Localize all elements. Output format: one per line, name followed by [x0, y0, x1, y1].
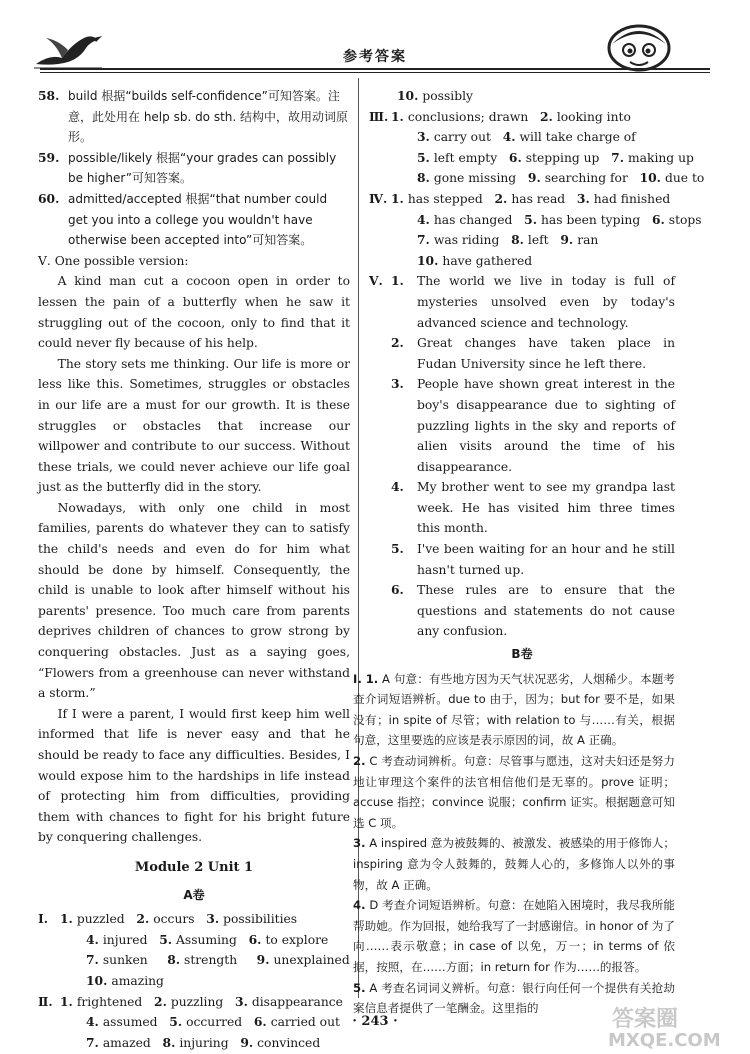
item-number: 7.	[86, 1034, 99, 1050]
item-answer: disappearance	[251, 994, 343, 1009]
item-answer: have gathered	[442, 253, 533, 268]
item-answer: possibilities	[223, 912, 298, 927]
item-answer: left empty	[433, 150, 498, 165]
item-answer: A 考查名词词义辨析。句意：银行向任何一个提供有关抢劫案信息者提供了一笔酬金。这里指的	[353, 980, 675, 1016]
item-number: 2.	[154, 993, 167, 1009]
answer-number: 59.	[38, 149, 60, 165]
item-number: 5.	[524, 211, 537, 227]
essay-paragraph: The story sets me thinking. Our life is more or less like this. Sometimes, struggles or obstacles in our life are a must for our growth. It is these struggles or obstacles that increase our willpower and contribute to our success. Without these trials, we could never achieve our life goal just as the butterfly did in the story.	[38, 356, 350, 495]
item-number: 4.	[353, 898, 366, 913]
item-number: 10.	[639, 170, 661, 186]
item-number: 8.	[417, 170, 430, 186]
item-answer: amazing	[111, 973, 164, 988]
item-answer: making up	[628, 150, 694, 165]
item-number: 6.	[508, 149, 522, 165]
item-answer: The world we live in today is full of mysteries unsolved even by today's advanced science and technology.	[417, 274, 675, 330]
left-column	[38, 86, 350, 1053]
essay-paragraph: A kind man cut a cocoon open in order to lessen the pain of a butterfly when he saw it struggling out of the cocoon, only to find that it could never fly because of his help.	[38, 274, 350, 351]
essay-paragraph: Nowadays, with only one child in most families, parents do whatever they can to satisfy the child's needs and even do for him what should be done by himself. Consequently, the child is unable to look after himself without his parents' presence. Too much care from parents deprives children of chances to grow strong by conquering obstacles. Just as a saying goes, “Flowers from a greenhouse can never withstand a storm.”	[38, 500, 350, 701]
item-number: 4.	[86, 1014, 99, 1030]
header-rule	[40, 68, 710, 70]
page-header	[40, 40, 710, 72]
answer-row	[391, 148, 694, 169]
item-answer: has changed	[433, 212, 513, 227]
item-number: 2.	[494, 190, 508, 206]
item-answer: ran	[577, 233, 599, 248]
translation-item	[391, 539, 675, 580]
answer-row	[60, 930, 350, 951]
header-title: 参考答案	[343, 49, 407, 65]
section-numeral: Ⅰ.	[353, 671, 362, 686]
answer-row	[391, 168, 705, 189]
translation-item	[391, 374, 675, 477]
essay-paragraph: If I were a parent, I would first keep him well informed that life is never easy and that he should be ready to face any difficulties. Besides, I would expose him to the hardships in life instead of protecting him from difficulties, providing them with chances to fight for his bright future by conquering challenges.	[38, 706, 350, 845]
item-answer: stops	[668, 212, 702, 227]
item-answer: strength	[184, 953, 238, 968]
item-number: 9.	[240, 1034, 254, 1050]
answer-row	[60, 950, 350, 971]
item-answer: occurred	[186, 1015, 243, 1030]
item-number: 1.	[60, 911, 73, 927]
answer-row	[369, 86, 675, 107]
item-answer: conclusions; drawn	[407, 109, 529, 124]
item-answer: left	[527, 233, 549, 248]
item-answer: My brother went to see my grandpa last week. He has visited him three times this month.	[417, 480, 675, 536]
item-number: 5.	[417, 149, 430, 165]
item-number: 6.	[651, 211, 665, 227]
item-answer: assumed	[102, 1015, 158, 1030]
item-answer: D 考查介词短语辨析。句意：在她陷入困境时，我尽我所能帮助她。作为回报，她给我写了一封感谢信。in honor of 为了向……表示敬意；in case of 以免，万一；in terms of 依据，按照，在……方面；in return for 作为……的报答。	[353, 898, 676, 974]
item-number: 4.	[391, 479, 404, 495]
section-b-title: B卷	[511, 647, 533, 662]
right-column	[353, 86, 705, 1019]
item-answer: was riding	[433, 233, 500, 248]
section-b-answers	[353, 669, 675, 1019]
item-number: 3.	[417, 129, 430, 145]
item-number: 8.	[162, 1034, 176, 1050]
module-title: Module 2 Unit 1	[134, 859, 254, 875]
item-number: 1.	[365, 671, 379, 686]
item-answer: looking into	[556, 109, 631, 124]
translation-item	[391, 580, 675, 642]
item-number: 9.	[560, 232, 574, 248]
answer-row	[391, 210, 702, 231]
item-answer: Assuming	[176, 932, 237, 947]
answer-text: admitted/accepted 根据“that number could get you into a college you wouldn't have otherwise been accepted into”可知答案。	[68, 191, 328, 248]
answer-text: possible/likely 根据“your grades can possibly be higher”可知答案。	[68, 150, 337, 186]
page-number: · 243 ·	[352, 1014, 398, 1029]
section-numeral: Ⅴ.	[369, 273, 383, 289]
item-number: 9.	[527, 170, 541, 186]
item-number: 8.	[511, 232, 524, 248]
section-a-title: A卷	[183, 887, 205, 902]
item-answer: carry out	[433, 130, 491, 145]
item-answer: has read	[511, 191, 566, 206]
answer-row	[391, 127, 675, 148]
item-answer: possibly	[422, 89, 473, 103]
item-number: 1.	[391, 108, 404, 124]
item-number: 8.	[167, 952, 181, 968]
item-answer: has been typing	[540, 212, 641, 227]
item-answer: A 句意：有些地方因为天气状况恶劣，人烟稀少。本题考查介词短语辨析。due to 由于，因为；but for 要不是，如果没有；in spite of 尽管；with relation to 与……有关，根据句意，这里要选的应该是表示原因的词，故 A 正确。	[353, 671, 676, 748]
item-answer: due to	[664, 171, 705, 186]
item-answer: injuring	[179, 1035, 229, 1050]
item-number: 3.	[576, 190, 590, 206]
item-answer: had finished	[593, 191, 671, 206]
item-answer: stepping up	[525, 150, 600, 165]
section-1	[38, 909, 350, 991]
header-rule-thin	[40, 72, 710, 73]
item-number: 10.	[86, 972, 108, 988]
item-answer: to explore	[265, 932, 329, 947]
section-numeral: Ⅰ.	[38, 911, 49, 927]
answer-58	[38, 86, 350, 148]
item-number: 7.	[611, 149, 625, 165]
item-answer: I've been waiting for an hour and he still hasn't turned up.	[417, 542, 675, 577]
item-number: 5.	[353, 980, 366, 995]
section-numeral: Ⅲ.	[369, 108, 389, 124]
item-number: 2.	[353, 754, 366, 768]
item-answer: carried out	[270, 1015, 340, 1030]
item-number: 4.	[417, 211, 430, 227]
item-number: 10.	[397, 88, 419, 103]
choice-item	[353, 669, 675, 751]
answer-row	[60, 909, 350, 930]
item-answer: occurs	[153, 912, 195, 927]
watermark: 答案圈	[612, 1007, 679, 1032]
answer-row	[391, 251, 675, 272]
item-number: 1.	[391, 190, 404, 206]
item-number: 5.	[391, 541, 404, 557]
item-number: 4.	[502, 129, 516, 145]
item-answer: C 考查动词辨析。句意：尽管事与愿违，这对夫妇还是努力地让审理这个案件的法官相信他们是无辜的。prove 证明；accuse 指控；convince 说服；confirm 证实。根据题意可知选 C 项。	[353, 754, 675, 830]
choice-item	[353, 751, 675, 833]
item-number: 3.	[206, 911, 220, 927]
item-number: 10.	[417, 252, 439, 268]
item-answer: unexplained	[273, 953, 350, 968]
answer-row	[391, 189, 675, 210]
item-number: 2.	[539, 108, 553, 124]
item-number: 6.	[391, 582, 404, 598]
answer-number: 60.	[38, 190, 60, 206]
item-number: 3.	[353, 836, 366, 851]
item-answer: will take charge of	[519, 130, 636, 145]
choice-item	[353, 895, 675, 977]
item-number: 2.	[136, 911, 150, 927]
item-answer: searching for	[544, 171, 628, 186]
item-answer: injured	[102, 932, 148, 947]
item-number: 2.	[391, 335, 404, 351]
item-number: 1.	[60, 993, 73, 1009]
item-answer: puzzling	[170, 994, 224, 1009]
item-number: 6.	[253, 1014, 267, 1030]
item-answer: frightened	[76, 994, 143, 1009]
item-answer: amazed	[102, 1035, 151, 1050]
translation-item	[391, 333, 675, 374]
answer-60	[38, 189, 350, 251]
item-number: 5.	[169, 1014, 183, 1030]
item-answer: These rules are to ensure that the questions and statements do not cause any confusion.	[417, 583, 675, 639]
section-3	[369, 107, 705, 189]
item-answer: Great changes have taken place in Fudan University since he left there.	[417, 336, 675, 371]
answer-row	[391, 230, 675, 251]
item-number: 7.	[417, 232, 430, 248]
item-answer: People have shown great interest in the boy's disappearance due to sighting of puzzling lights in the sky and reports of alien visits around the time of his disappearance.	[417, 377, 675, 474]
watermark-url: MXQE.COM	[608, 1030, 721, 1051]
item-answer: convinced	[257, 1035, 321, 1050]
item-number: 3.	[391, 376, 404, 392]
answer-row	[60, 971, 350, 992]
item-number: 3.	[235, 993, 248, 1009]
translation-item	[391, 271, 675, 333]
item-number: 4.	[86, 931, 99, 947]
choice-item	[353, 833, 675, 895]
section-5	[369, 271, 675, 642]
item-answer: gone missing	[433, 171, 517, 186]
item-number: 6.	[248, 931, 262, 947]
item-answer: sunken	[102, 953, 148, 968]
answer-number: 58.	[38, 88, 60, 103]
item-answer: has stepped	[407, 191, 483, 206]
answer-row	[391, 107, 675, 128]
translation-item	[391, 477, 675, 539]
section-numeral: Ⅱ.	[38, 993, 53, 1009]
section-numeral: Ⅳ.	[369, 190, 388, 206]
item-answer: A inspired 意为被鼓舞的、被激发、被感染的用于修饰人；inspiring 意为令人鼓舞的，鼓舞人心的，多修饰人以外的事物，故 A 正确。	[353, 836, 676, 892]
item-number: 9.	[256, 952, 270, 968]
answer-59	[38, 148, 350, 189]
writing-heading: Ⅴ. One possible version:	[38, 253, 189, 268]
item-number: 5.	[159, 931, 173, 947]
answer-text: build 根据“builds self-confidence”可知答案。注意，此处用在 help sb. do sth. 结构中，故用动词原形。	[68, 89, 349, 145]
item-number: 7.	[86, 952, 99, 968]
answer-row	[60, 992, 350, 1013]
item-number: 1.	[391, 273, 404, 289]
item-answer: puzzled	[76, 912, 125, 927]
answer-row	[60, 1033, 350, 1054]
section-4	[369, 189, 702, 271]
